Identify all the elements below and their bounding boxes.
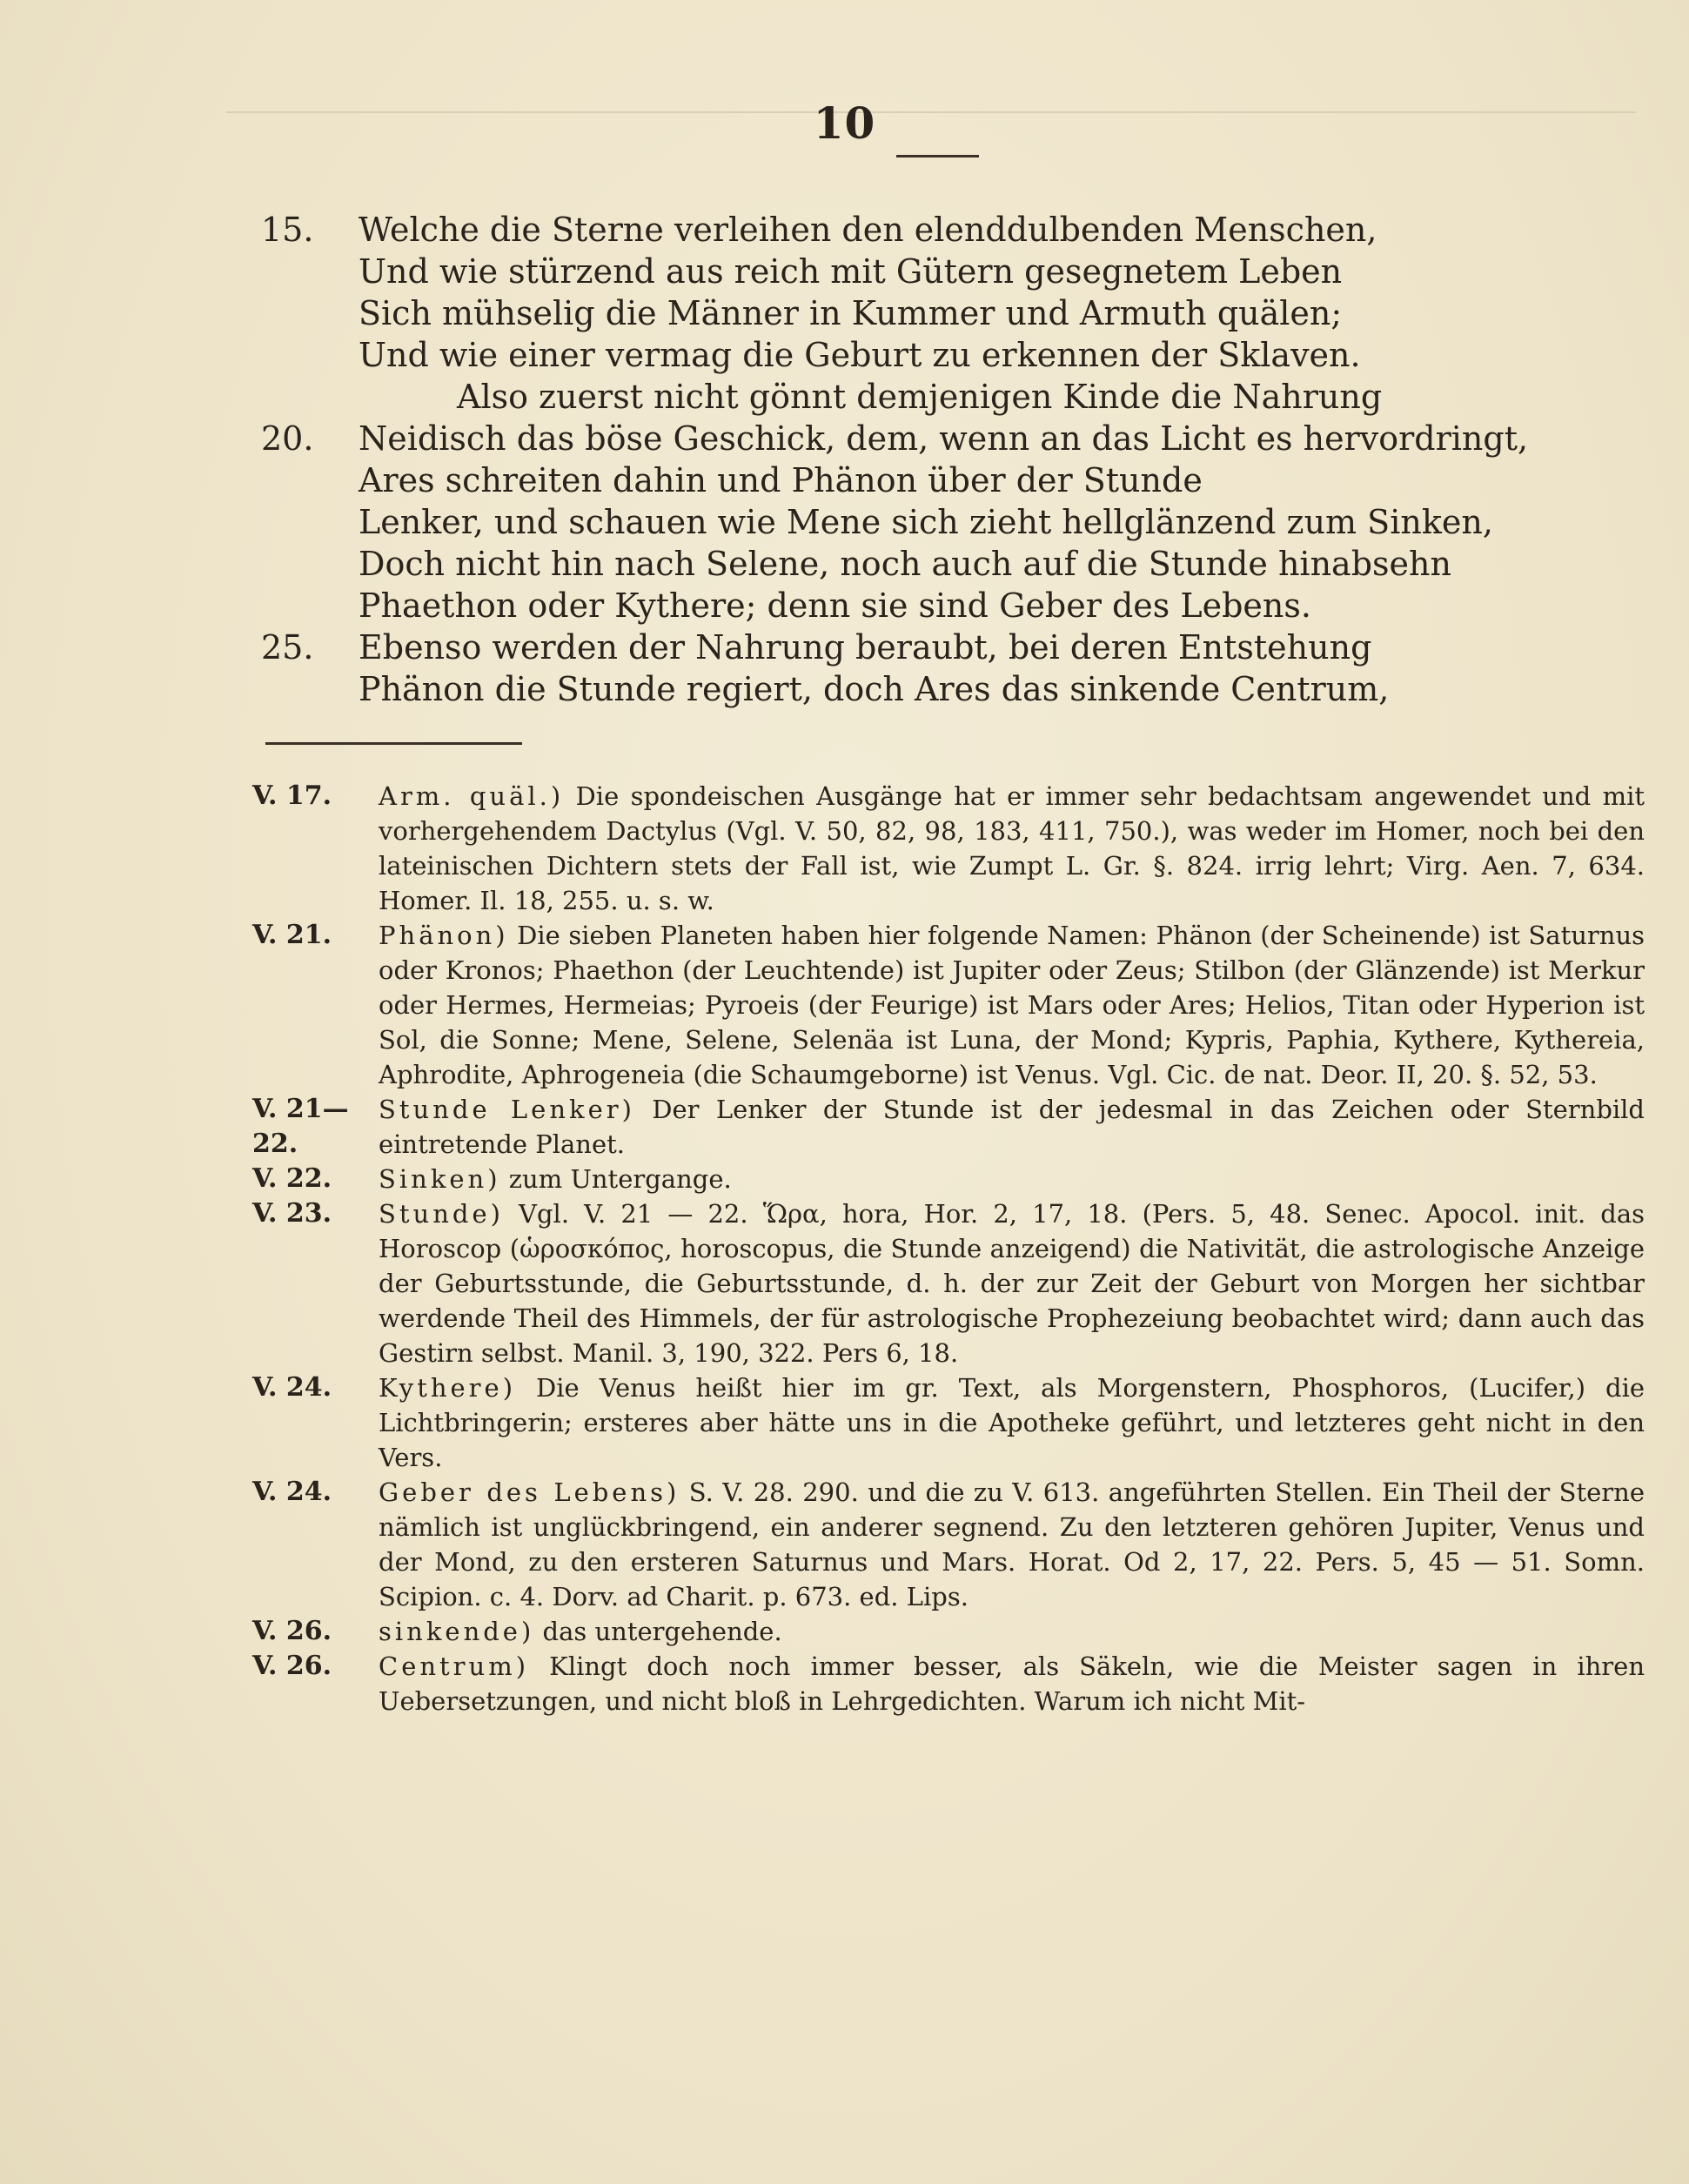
footnote-text: zum Untergange. (508, 1164, 732, 1194)
footnote (252, 1162, 1645, 1196)
footnote-body (379, 1649, 1645, 1718)
verse-line (261, 501, 1531, 543)
footnote-reference: V. 21—22. (252, 1094, 349, 1159)
footnote-reference: V. 21. (252, 920, 332, 950)
footnote-text: Die Venus heißt hier im gr. Text, als Morgenstern, Phosphoros, (Lucifer,) die Lichtbringerin; ersteres aber hätte uns in die Apotheke geführt, und letzteres geht nicht in den Vers. (379, 1373, 1645, 1472)
footnote-text: Der Lenker der Stunde ist der jedesmal in das Zeichen oder Sternbild eintretende Planet. (379, 1095, 1645, 1159)
footnote-body (379, 1162, 1645, 1196)
footnote-body (379, 1370, 1645, 1475)
verse-line (261, 251, 1531, 292)
page-number: 10 (813, 97, 876, 149)
verse-text: Sich mühselig die Männer in Kummer und Armuth quälen; (359, 294, 1343, 332)
footnote-body (379, 1092, 1645, 1162)
verse-text: Und wie stürzend aus reich mit Gütern gesegnetem Leben (359, 252, 1343, 291)
footnote-text: Klingt doch noch immer besser, als Säkeln, wie die Meister sagen in ihren Uebersetzungen, und nicht bloß in Lehrgedichten. Warum ich nicht Mit- (379, 1651, 1645, 1716)
footnote-lemma: Stunde Lenker) (379, 1095, 635, 1124)
footnotes (252, 779, 1645, 1718)
verse-line (261, 418, 1531, 459)
footnote (252, 918, 1645, 1092)
footnote-reference: V. 17. (252, 780, 332, 811)
verse-text: Neidisch das böse Geschick, dem, wenn an das Licht es hervordringt, (359, 419, 1529, 458)
footnote-reference: V. 23. (252, 1198, 332, 1229)
footnote-lemma: Stunde) (379, 1199, 504, 1229)
verse-text: Ares schreiten dahin und Phänon über der Stunde (359, 461, 1203, 499)
verse-block (261, 209, 1531, 710)
footnote (252, 1196, 1645, 1370)
verse-line (261, 626, 1531, 668)
footnote-lemma: sinkende) (379, 1617, 535, 1646)
footnote-reference: V. 24. (252, 1372, 332, 1403)
verse-number: 20. (261, 419, 314, 458)
footnote (252, 1649, 1645, 1718)
footnote-lemma: Geber des Lebens) (379, 1477, 680, 1507)
footnote-lemma: Centrum) (379, 1651, 530, 1681)
footnote-body (379, 1614, 1645, 1649)
verse-text: Lenker, und schauen wie Mene sich zieht hellglänzend zum Sinken, (359, 503, 1493, 541)
footnote-text: Die sieben Planeten haben hier folgende Namen: Phänon (der Scheinende) ist Saturnus oder Kronos; Phaethon (der Leuchtende) ist Jupiter oder Zeus; Stilbon (der Glänzende) ist Merkur oder Hermes, Hermeias; Pyroeis (der Feurige) ist Mars oder Ares; Helios, Titan oder Hyperion ist Sol, die Sonne; Mene, Selene, Selenäa ist Luna, der Mond; Kypris, Paphia, Kythere, Kythereia, Aphrodite, Aphrogeneia (die Schaumgeborne) ist Venus. Vgl. Cic. de nat. Deor. II, 20. §. 52, 53. (379, 921, 1645, 1089)
footnote (252, 1370, 1645, 1475)
verse-number: 25. (261, 628, 314, 667)
verse-text: Also zuerst nicht gönnt demjenigen Kinde die Nahrung (457, 378, 1383, 416)
footnote-lemma: Arm. quäl.) (379, 781, 565, 811)
verse-line (261, 459, 1531, 501)
footnote-lemma: Phänon) (379, 921, 509, 950)
verse-line (261, 668, 1531, 710)
footnote (252, 1092, 1645, 1162)
footnote-text: das untergehende. (542, 1617, 782, 1646)
footnote-body (379, 1196, 1645, 1370)
footnote-lemma: Kythere) (379, 1373, 517, 1403)
footnote-body (379, 779, 1645, 918)
verse-line (261, 585, 1531, 626)
verse-line (261, 376, 1531, 418)
verse-text: Ebenso werden der Nahrung beraubt, bei deren Entstehung (359, 628, 1372, 667)
verse-text: Phaethon oder Kythere; denn sie sind Geber des Lebens. (359, 586, 1311, 625)
verse-text: Phänon die Stunde regiert, doch Ares das sinkende Centrum, (359, 670, 1390, 708)
footnote (252, 779, 1645, 918)
footnote-reference: V. 24. (252, 1477, 332, 1507)
footnote-text: Vgl. V. 21 — 22. Ὥρα, hora, Hor. 2, 17, 18. (Pers. 5, 48. Senec. Apocol. init. das Horoscop (ὡροσκόπος, horoscopus, die Stunde anzeigend) die Nativität, die astrologische Anzeige der Geburtsstunde, die Geburtsstunde, d. h. der zur Zeit der Geburt von Morgen her sichtbar werdende Theil des Himmels, der für astrologische Prophezeiung beobachtet wird; dann auch das Gestirn selbst. Manil. 3, 190, 322. Pers 6, 18. (379, 1199, 1645, 1368)
verse-text: Doch nicht hin nach Selene, noch auch auf die Stunde hinabsehn (359, 545, 1451, 583)
footnote (252, 1475, 1645, 1614)
verse-number: 15. (261, 211, 314, 249)
footnote-body (379, 1475, 1645, 1614)
verse-line (261, 334, 1531, 376)
verse-line (261, 209, 1531, 251)
footnote-body (379, 918, 1645, 1092)
verse-line (261, 292, 1531, 334)
footnote-reference: V. 26. (252, 1616, 332, 1646)
footnote-separator (265, 742, 522, 745)
footnote-reference: V. 26. (252, 1651, 332, 1681)
verse-text: Welche die Sterne verleihen den elenddulbenden Menschen, (359, 211, 1377, 249)
verse-line (261, 543, 1531, 585)
page-number-underline (896, 155, 979, 157)
footnote-lemma: Sinken) (379, 1164, 501, 1194)
footnote-text: Die spondeischen Ausgänge hat er immer sehr bedachtsam angewendet und mit vorhergehendem Dactylus (Vgl. V. 50, 82, 98, 183, 411, 750.), was weder im Homer, noch bei den lateinischen Dichtern stets der Fall ist, wie Zumpt L. Gr. §. 824. irrig lehrt; Virg. Aen. 7, 634. Homer. Il. 18, 255. u. s. w. (379, 781, 1645, 915)
footnote-reference: V. 22. (252, 1163, 332, 1194)
footnote (252, 1614, 1645, 1649)
verse-text: Und wie einer vermag die Geburt zu erkennen der Sklaven. (359, 336, 1361, 374)
footnote-text: S. V. 28. 290. und die zu V. 613. angeführten Stellen. Ein Theil der Sterne nämlich ist unglückbringend, ein anderer segnend. Zu den letzteren gehören Jupiter, Venus und der Mond, zu den ersteren Saturnus und Mars. Horat. Od 2, 17, 22. Pers. 5, 45 — 51. Somn. Scipion. c. 4. Dorv. ad Charit. p. 673. ed. Lips. (379, 1477, 1645, 1611)
